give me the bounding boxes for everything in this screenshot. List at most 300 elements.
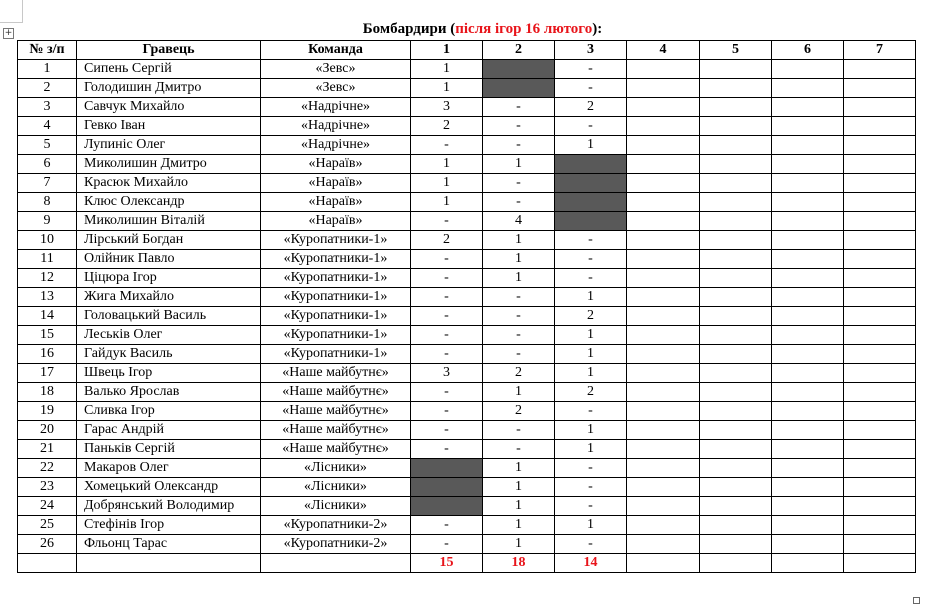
- player-name: Паньків Сергій: [77, 440, 261, 459]
- total-round-5: [700, 554, 772, 573]
- table-row: [18, 345, 916, 364]
- goals-round-6: [772, 250, 844, 269]
- goals-round-7: [844, 79, 916, 98]
- goals-round-3: -: [555, 459, 627, 478]
- table-row: [18, 459, 916, 478]
- goals-round-7: [844, 98, 916, 117]
- goals-round-4: [627, 155, 700, 174]
- goals-round-6: [772, 326, 844, 345]
- goals-round-7: [844, 269, 916, 288]
- goals-round-3: 1: [555, 364, 627, 383]
- team-name: «Наше майбутнє»: [261, 440, 411, 459]
- team-name: «Надрічне»: [261, 117, 411, 136]
- totals-row: [18, 554, 916, 573]
- goals-round-6: [772, 497, 844, 516]
- goals-round-7: [844, 231, 916, 250]
- goals-round-7: [844, 212, 916, 231]
- goals-round-3: 1: [555, 326, 627, 345]
- row-number: 25: [18, 516, 77, 535]
- row-number: 26: [18, 535, 77, 554]
- total-round-6: [772, 554, 844, 573]
- row-number: 20: [18, 421, 77, 440]
- goals-round-2: -: [483, 98, 555, 117]
- goals-round-5: [700, 307, 772, 326]
- table-row: [18, 212, 916, 231]
- table-row: [18, 421, 916, 440]
- goals-round-4: [627, 516, 700, 535]
- goals-round-4: [627, 98, 700, 117]
- goals-round-7: [844, 535, 916, 554]
- goals-round-5: [700, 402, 772, 421]
- row-number: 11: [18, 250, 77, 269]
- header-round-7: 7: [844, 41, 916, 60]
- header-team: Команда: [261, 41, 411, 60]
- goals-round-5: [700, 516, 772, 535]
- row-number: 1: [18, 60, 77, 79]
- player-name: Жига Михайло: [77, 288, 261, 307]
- goals-round-1: 1: [411, 193, 483, 212]
- goals-round-3: [555, 174, 627, 193]
- row-number: 7: [18, 174, 77, 193]
- goals-round-3: -: [555, 231, 627, 250]
- row-number: 15: [18, 326, 77, 345]
- goals-round-5: [700, 421, 772, 440]
- row-number: 5: [18, 136, 77, 155]
- table-row: [18, 288, 916, 307]
- table-row: [18, 516, 916, 535]
- goals-round-7: [844, 364, 916, 383]
- goals-round-2: 1: [483, 478, 555, 497]
- totals-empty-cell: [261, 554, 411, 573]
- goals-round-1: 1: [411, 174, 483, 193]
- table-row: [18, 364, 916, 383]
- goals-round-6: [772, 345, 844, 364]
- goals-round-5: [700, 79, 772, 98]
- goals-round-2: -: [483, 326, 555, 345]
- goals-round-1: 3: [411, 98, 483, 117]
- totals-empty-cell: [77, 554, 261, 573]
- goals-round-1: -: [411, 136, 483, 155]
- goals-round-4: [627, 535, 700, 554]
- goals-round-1: 1: [411, 79, 483, 98]
- team-name: «Наше майбутнє»: [261, 364, 411, 383]
- goals-round-2: 1: [483, 497, 555, 516]
- goals-round-5: [700, 117, 772, 136]
- goals-round-2: -: [483, 117, 555, 136]
- goals-round-1: -: [411, 345, 483, 364]
- title-prefix: Бомбардири (: [362, 21, 456, 37]
- row-number: 6: [18, 155, 77, 174]
- goals-round-4: [627, 288, 700, 307]
- team-name: «Нараїв»: [261, 155, 411, 174]
- goals-round-2: 1: [483, 231, 555, 250]
- team-name: «Куропатники-1»: [261, 288, 411, 307]
- table-row: [18, 383, 916, 402]
- goals-round-6: [772, 117, 844, 136]
- goals-round-4: [627, 364, 700, 383]
- table-row: [18, 117, 916, 136]
- goals-round-2: 1: [483, 383, 555, 402]
- goals-round-1: [411, 478, 483, 497]
- goals-round-7: [844, 193, 916, 212]
- goals-round-3: -: [555, 497, 627, 516]
- team-name: «Куропатники-1»: [261, 231, 411, 250]
- table-row: [18, 250, 916, 269]
- team-name: «Нараїв»: [261, 193, 411, 212]
- row-number: 23: [18, 478, 77, 497]
- goals-round-6: [772, 364, 844, 383]
- player-name: Сливка Ігор: [77, 402, 261, 421]
- goals-round-6: [772, 307, 844, 326]
- goals-round-6: [772, 402, 844, 421]
- goals-round-2: 2: [483, 402, 555, 421]
- table-row: [18, 402, 916, 421]
- goals-round-1: -: [411, 326, 483, 345]
- goals-round-2: 1: [483, 516, 555, 535]
- goals-round-7: [844, 117, 916, 136]
- player-name: Леськів Олег: [77, 326, 261, 345]
- goals-round-3: 2: [555, 383, 627, 402]
- goals-round-6: [772, 535, 844, 554]
- table-row: [18, 193, 916, 212]
- team-name: «Куропатники-2»: [261, 535, 411, 554]
- goals-round-2: -: [483, 193, 555, 212]
- goals-round-4: [627, 60, 700, 79]
- goals-round-6: [772, 79, 844, 98]
- team-name: «Лісники»: [261, 497, 411, 516]
- table-row: [18, 440, 916, 459]
- team-name: «Куропатники-1»: [261, 326, 411, 345]
- goals-round-6: [772, 174, 844, 193]
- title-suffix: ):: [592, 21, 603, 37]
- goals-round-1: -: [411, 269, 483, 288]
- table-row: [18, 79, 916, 98]
- header-round-4: 4: [627, 41, 700, 60]
- goals-round-7: [844, 497, 916, 516]
- goals-round-6: [772, 155, 844, 174]
- row-number: 10: [18, 231, 77, 250]
- table-header-row: [18, 41, 916, 60]
- goals-round-1: 1: [411, 60, 483, 79]
- table-body: [18, 60, 916, 573]
- goals-round-1: -: [411, 307, 483, 326]
- goals-round-7: [844, 60, 916, 79]
- goals-round-5: [700, 478, 772, 497]
- player-name: Фльонц Тарас: [77, 535, 261, 554]
- total-round-7: [844, 554, 916, 573]
- goals-round-2: -: [483, 288, 555, 307]
- goals-round-4: [627, 459, 700, 478]
- table-row: [18, 174, 916, 193]
- goals-round-7: [844, 459, 916, 478]
- row-number: 14: [18, 307, 77, 326]
- goals-round-4: [627, 117, 700, 136]
- goals-round-2: 1: [483, 155, 555, 174]
- goals-round-3: 1: [555, 421, 627, 440]
- goals-round-3: 2: [555, 307, 627, 326]
- goals-round-5: [700, 155, 772, 174]
- goals-round-1: -: [411, 288, 483, 307]
- row-number: 19: [18, 402, 77, 421]
- player-name: Добрянський Володимир: [77, 497, 261, 516]
- goals-round-7: [844, 345, 916, 364]
- row-number: 18: [18, 383, 77, 402]
- goals-round-3: -: [555, 535, 627, 554]
- goals-round-6: [772, 60, 844, 79]
- goals-round-2: -: [483, 174, 555, 193]
- goals-round-5: [700, 250, 772, 269]
- goals-round-1: -: [411, 250, 483, 269]
- team-name: «Куропатники-1»: [261, 345, 411, 364]
- totals-empty-cell: [18, 554, 77, 573]
- table-row: [18, 98, 916, 117]
- goals-round-3: [555, 212, 627, 231]
- goals-round-5: [700, 364, 772, 383]
- goals-round-2: [483, 79, 555, 98]
- goals-round-5: [700, 269, 772, 288]
- goals-round-7: [844, 155, 916, 174]
- header-round-2: 2: [483, 41, 555, 60]
- goals-round-4: [627, 250, 700, 269]
- row-number: 4: [18, 117, 77, 136]
- table-row: [18, 231, 916, 250]
- goals-round-2: -: [483, 440, 555, 459]
- player-name: Головацький Василь: [77, 307, 261, 326]
- goals-round-1: -: [411, 212, 483, 231]
- goals-round-6: [772, 478, 844, 497]
- player-name: Голодишин Дмитро: [77, 79, 261, 98]
- table-row: [18, 307, 916, 326]
- goals-round-1: 2: [411, 117, 483, 136]
- goals-round-7: [844, 174, 916, 193]
- row-number: 8: [18, 193, 77, 212]
- team-name: «Надрічне»: [261, 98, 411, 117]
- goals-round-2: 1: [483, 250, 555, 269]
- goals-round-5: [700, 459, 772, 478]
- goals-round-5: [700, 345, 772, 364]
- goals-round-6: [772, 193, 844, 212]
- player-name: Красюк Михайло: [77, 174, 261, 193]
- table-row: [18, 136, 916, 155]
- player-name: Олійник Павло: [77, 250, 261, 269]
- goals-round-5: [700, 383, 772, 402]
- goals-round-4: [627, 136, 700, 155]
- team-name: «Надрічне»: [261, 136, 411, 155]
- row-number: 21: [18, 440, 77, 459]
- goals-round-1: -: [411, 421, 483, 440]
- player-name: Миколишин Віталій: [77, 212, 261, 231]
- team-name: «Наше майбутнє»: [261, 402, 411, 421]
- goals-round-4: [627, 307, 700, 326]
- goals-round-1: -: [411, 402, 483, 421]
- row-number: 16: [18, 345, 77, 364]
- goals-round-2: -: [483, 421, 555, 440]
- goals-round-3: 1: [555, 516, 627, 535]
- goals-round-5: [700, 136, 772, 155]
- goals-round-2: -: [483, 136, 555, 155]
- goals-round-5: [700, 193, 772, 212]
- goals-round-1: -: [411, 535, 483, 554]
- table-row: [18, 269, 916, 288]
- goals-round-4: [627, 402, 700, 421]
- goals-round-3: -: [555, 478, 627, 497]
- goals-round-4: [627, 269, 700, 288]
- goals-round-7: [844, 307, 916, 326]
- player-name: Макаров Олег: [77, 459, 261, 478]
- goals-round-1: -: [411, 383, 483, 402]
- row-number: 22: [18, 459, 77, 478]
- goals-round-4: [627, 478, 700, 497]
- goals-round-2: 1: [483, 459, 555, 478]
- total-round-4: [627, 554, 700, 573]
- player-name: Гайдук Василь: [77, 345, 261, 364]
- player-name: Гевко Іван: [77, 117, 261, 136]
- goals-round-7: [844, 440, 916, 459]
- goals-round-4: [627, 421, 700, 440]
- goals-round-4: [627, 440, 700, 459]
- goals-round-6: [772, 98, 844, 117]
- table-row: [18, 497, 916, 516]
- player-name: Валько Ярослав: [77, 383, 261, 402]
- goals-round-2: 1: [483, 269, 555, 288]
- goals-round-4: [627, 326, 700, 345]
- table-row: [18, 535, 916, 554]
- row-number: 12: [18, 269, 77, 288]
- goals-round-2: -: [483, 307, 555, 326]
- goals-round-7: [844, 326, 916, 345]
- row-number: 13: [18, 288, 77, 307]
- goals-round-7: [844, 136, 916, 155]
- goals-round-3: -: [555, 79, 627, 98]
- goals-round-7: [844, 383, 916, 402]
- player-name: Миколишин Дмитро: [77, 155, 261, 174]
- header-round-1: 1: [411, 41, 483, 60]
- team-name: «Лісники»: [261, 459, 411, 478]
- player-name: Ціцюра Ігор: [77, 269, 261, 288]
- team-name: «Наше майбутнє»: [261, 421, 411, 440]
- goals-round-4: [627, 174, 700, 193]
- goals-round-1: 1: [411, 155, 483, 174]
- goals-round-5: [700, 212, 772, 231]
- team-name: «Куропатники-1»: [261, 307, 411, 326]
- header-player: Гравець: [77, 41, 261, 60]
- player-name: Савчук Михайло: [77, 98, 261, 117]
- goals-round-2: 4: [483, 212, 555, 231]
- team-name: «Зевс»: [261, 79, 411, 98]
- goals-round-2: 2: [483, 364, 555, 383]
- header-round-6: 6: [772, 41, 844, 60]
- goals-round-6: [772, 421, 844, 440]
- scorers-table: [17, 40, 916, 573]
- team-name: «Куропатники-2»: [261, 516, 411, 535]
- team-name: «Нараїв»: [261, 174, 411, 193]
- goals-round-6: [772, 288, 844, 307]
- goals-round-1: 3: [411, 364, 483, 383]
- team-name: «Куропатники-1»: [261, 250, 411, 269]
- row-number: 3: [18, 98, 77, 117]
- goals-round-7: [844, 288, 916, 307]
- goals-round-6: [772, 136, 844, 155]
- goals-round-7: [844, 402, 916, 421]
- goals-round-3: 1: [555, 288, 627, 307]
- goals-round-7: [844, 478, 916, 497]
- goals-round-4: [627, 497, 700, 516]
- table-row: [18, 478, 916, 497]
- header-round-3: 3: [555, 41, 627, 60]
- goals-round-6: [772, 269, 844, 288]
- team-name: «Нараїв»: [261, 212, 411, 231]
- player-name: Лупиніс Олег: [77, 136, 261, 155]
- goals-round-2: -: [483, 345, 555, 364]
- goals-round-5: [700, 288, 772, 307]
- table-resize-handle-icon[interactable]: [913, 597, 920, 604]
- total-round-2: 18: [483, 554, 555, 573]
- goals-round-5: [700, 326, 772, 345]
- goals-round-3: [555, 155, 627, 174]
- goals-round-5: [700, 174, 772, 193]
- team-name: «Куропатники-1»: [261, 269, 411, 288]
- goals-round-6: [772, 383, 844, 402]
- goals-round-4: [627, 345, 700, 364]
- row-number: 9: [18, 212, 77, 231]
- total-round-1: 15: [411, 554, 483, 573]
- goals-round-1: [411, 459, 483, 478]
- goals-round-1: 2: [411, 231, 483, 250]
- team-name: «Наше майбутнє»: [261, 383, 411, 402]
- goals-round-7: [844, 250, 916, 269]
- goals-round-4: [627, 193, 700, 212]
- title-date: після ігор 16 лютого: [455, 21, 593, 37]
- team-name: «Лісники»: [261, 478, 411, 497]
- goals-round-3: -: [555, 250, 627, 269]
- header-round-5: 5: [700, 41, 772, 60]
- player-name: Гарас Андрій: [77, 421, 261, 440]
- goals-round-3: -: [555, 117, 627, 136]
- goals-round-3: 1: [555, 136, 627, 155]
- goals-round-2: 1: [483, 535, 555, 554]
- goals-round-6: [772, 212, 844, 231]
- goals-round-4: [627, 231, 700, 250]
- row-number: 2: [18, 79, 77, 98]
- row-number: 24: [18, 497, 77, 516]
- goals-round-7: [844, 516, 916, 535]
- goals-round-5: [700, 60, 772, 79]
- goals-round-5: [700, 440, 772, 459]
- player-name: Клюс Олександр: [77, 193, 261, 212]
- goals-round-3: -: [555, 269, 627, 288]
- goals-round-6: [772, 440, 844, 459]
- team-name: «Зевс»: [261, 60, 411, 79]
- table-move-handle-icon[interactable]: +: [4, 28, 13, 38]
- goals-round-4: [627, 212, 700, 231]
- goals-round-6: [772, 459, 844, 478]
- player-name: Хомецький Олександр: [77, 478, 261, 497]
- goals-round-5: [700, 497, 772, 516]
- goals-round-2: [483, 60, 555, 79]
- goals-round-3: [555, 193, 627, 212]
- table-row: [18, 60, 916, 79]
- table-row: [18, 155, 916, 174]
- goals-round-3: -: [555, 402, 627, 421]
- player-name: Сипень Сергій: [77, 60, 261, 79]
- header-number: № з/п: [18, 41, 77, 60]
- goals-round-6: [772, 231, 844, 250]
- player-name: Лірський Богдан: [77, 231, 261, 250]
- goals-round-1: -: [411, 516, 483, 535]
- page-title: [0, 19, 925, 39]
- goals-round-5: [700, 535, 772, 554]
- goals-round-3: 1: [555, 440, 627, 459]
